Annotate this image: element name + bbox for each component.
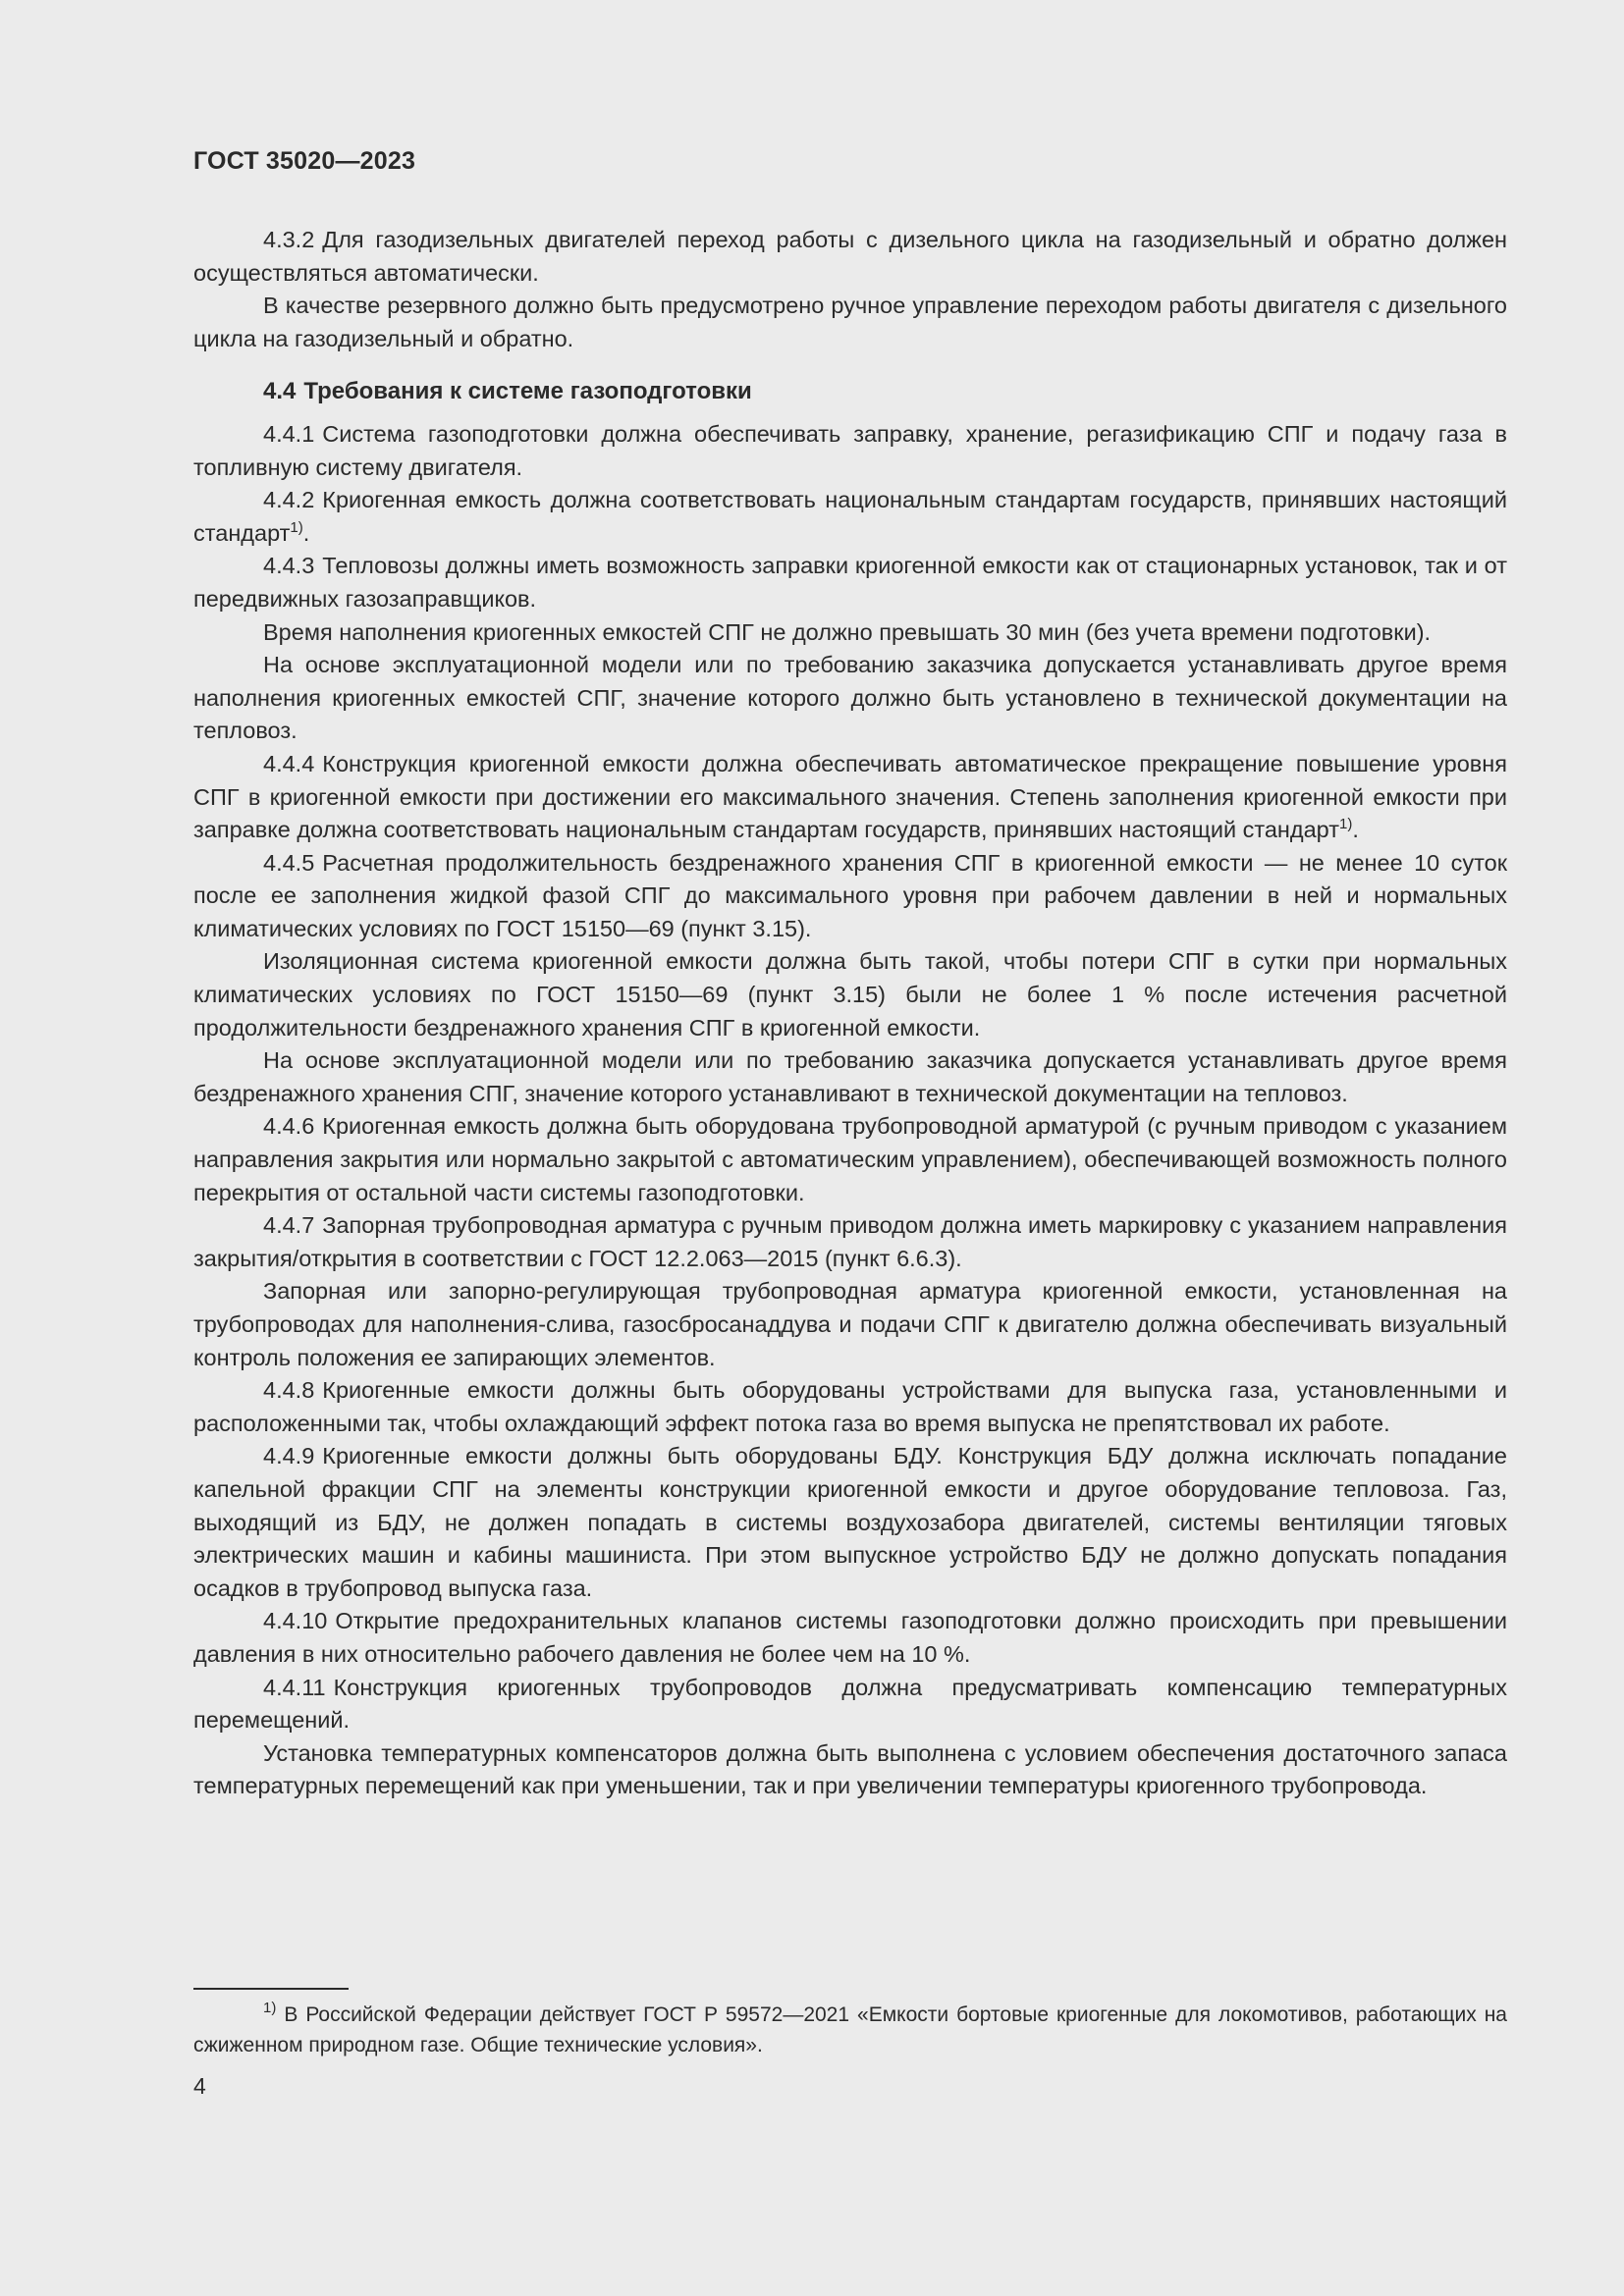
paragraph [193,290,1507,355]
paragraph-text: Требования к системе газоподготовки [303,378,752,405]
paragraph [193,1440,1507,1605]
section-heading [193,375,1507,408]
clause-number: 4.4.8 [263,1377,315,1404]
paragraph [193,1110,1507,1209]
paragraph [193,1374,1507,1440]
paragraph [193,616,1507,650]
clause-number: 4.4.4 [263,750,315,776]
clause-number: 4.4.9 [263,1443,315,1469]
clause-number: 4.4.11 [263,1674,326,1700]
clause-number: 4.4.1 [263,420,315,447]
footnote [193,2000,1507,2060]
clause-number: 4.3.2 [263,227,315,252]
paragraph [193,418,1507,484]
paragraph-text: В качестве резервного должно быть предусмотрено ручное управление переходом работы двигателя с дизельного цикла на газодизельный и обратно. [193,293,1507,351]
paragraph-tail: . [1352,817,1359,843]
paragraph [193,1044,1507,1110]
clause-number: 4.4.10 [263,1608,328,1634]
document-body [193,224,1507,1803]
paragraph [193,1672,1507,1737]
page-number: 4 [193,2073,206,2099]
footnote-marker: 1) [263,2000,277,2016]
paragraph [193,1275,1507,1374]
paragraph-text: Расчетная продолжительность бездренажного хранения СПГ в криогенной емкости — не менее 10 суток после ее заполнения жидкой фазой СПГ до максимального уровня при рабочем давлении в ней и нормальных климатических условиях по ГОСТ 15150—69 (пункт 3.15). [193,849,1507,941]
paragraph [193,748,1507,847]
paragraph-text: На основе эксплуатационной модели или по требованию заказчика допускается устанавливать другое время наполнения криогенных емкостей СПГ, значение которого должно быть установлено в технической документации на тепловоз. [193,652,1507,744]
paragraph-text: Запорная трубопроводная арматура с ручным приводом должна иметь маркировку с указанием направления закрытия/открытия в соответствии с ГОСТ 12.2.063—2015 (пункт 6.6.3). [193,1212,1507,1271]
paragraph-text: Открытие предохранительных клапанов системы газоподготовки должно происходить при превышении давления в них относительно рабочего давления не более чем на 10 %. [193,1608,1507,1667]
paragraph-text: Конструкция криогенных трубопроводов должна предусматривать компенсацию температурных перемещений. [193,1674,1507,1734]
paragraph [193,1209,1507,1275]
clause-number: 4.4.7 [263,1212,315,1239]
clause-number: 4.4 [263,378,297,405]
footnote-reference: 1) [1339,816,1353,833]
clause-number: 4.4.2 [263,487,315,513]
paragraph-text: Криогенные емкости должны быть оборудованы устройствами для выпуска газа, установленными и расположенными так, чтобы охлаждающий эффект потока газа во время выпуска не препятствовал их работе. [193,1377,1507,1436]
paragraph [193,1737,1507,1803]
paragraph-text: Криогенная емкость должна соответствовать национальным стандартам государств, принявших настоящий стандарт [193,487,1507,546]
paragraph [193,649,1507,748]
paragraph-text: Криогенная емкость должна быть оборудована трубопроводной арматурой (с ручным приводом с указанием направления закрытия или нормально закрытой с автоматическим управлением), обеспечивающей возможность полного перекрытия от остальной части системы газоподготовки. [193,1113,1507,1205]
paragraph-text: Запорная или запорно-регулирующая трубопроводная арматура криогенной емкости, установленная на трубопроводах для наполнения-слива, газосбросанаддува и подачи СПГ к двигателю должна обеспечивать визуальный контроль положения ее запирающих элементов. [193,1278,1507,1370]
clause-number: 4.4.6 [263,1113,315,1140]
paragraph [193,550,1507,615]
paragraph [193,484,1507,550]
paragraph-text: Конструкция криогенной емкости должна обеспечивать автоматическое прекращение повышение уровня СПГ в криогенной емкости при достижении его максимального значения. Степень заполнения криогенной емкости при заправке должна соответствовать национальным стандартам государств, принявших настоящий стандарт [193,750,1507,843]
paragraph-text: Для газодизельных двигателей переход работы с дизельного цикла на газодизельный и обратно должен осуществляться автоматически. [193,227,1507,286]
paragraph-tail: . [302,519,310,546]
paragraph [193,945,1507,1044]
paragraph-text: Система газоподготовки должна обеспечивать заправку, хранение, регазификацию СПГ и подачу газа в топливную систему двигателя. [193,420,1507,480]
paragraph-text: На основе эксплуатационной модели или по требованию заказчика допускается устанавливать другое время бездренажного хранения СПГ, значение которого устанавливают в технической документации на тепловоз. [193,1047,1507,1106]
paragraph-text: Тепловозы должны иметь возможность заправки криогенной емкости как от стационарных установок, так и от передвижных газозаправщиков. [193,553,1507,612]
paragraph [193,1605,1507,1671]
paragraph-text: Время наполнения криогенных емкостей СПГ не должно превышать 30 мин (без учета времени подготовки). [263,618,1432,645]
footnote-separator [193,1988,349,1990]
paragraph-text: Криогенные емкости должны быть оборудованы БДУ. Конструкция БДУ должна исключать попадание капельной фракции СПГ на элементы конструкции криогенной емкости и другое оборудование тепловоза. Газ, выходящий из БДУ, не должен попадать в системы воздухозабора двигателей, системы вентиляции тяговых электрических машин и кабины машиниста. При этом выпускное устройство БДУ не должно допускать попадания осадков в трубопровод выпуска газа. [193,1443,1507,1601]
paragraph [193,224,1507,290]
footnote-text: В Российской Федерации действует ГОСТ Р 59572—2021 «Емкости бортовые криогенные для локомотивов, работающих на сжиженном природном газе. Общие технические условия». [193,2003,1507,2056]
document-header: ГОСТ 35020—2023 [193,147,416,175]
clause-number: 4.4.3 [263,553,315,579]
footnote-reference: 1) [290,518,303,536]
paragraph [193,847,1507,946]
clause-number: 4.4.5 [263,849,315,876]
paragraph-text: Изоляционная система криогенной емкости должна быть такой, чтобы потери СПГ в сутки при нормальных климатических условиях по ГОСТ 15150—69 (пункт 3.15) были не более 1 % после истечения расчетной продолжительности бездренажного хранения СПГ в криогенной емкости. [193,948,1507,1041]
paragraph-text: Установка температурных компенсаторов должна быть выполнена с условием обеспечения достаточного запаса температурных перемещений как при уменьшении, так и при увеличении температуры криогенного трубопровода. [193,1739,1507,1799]
